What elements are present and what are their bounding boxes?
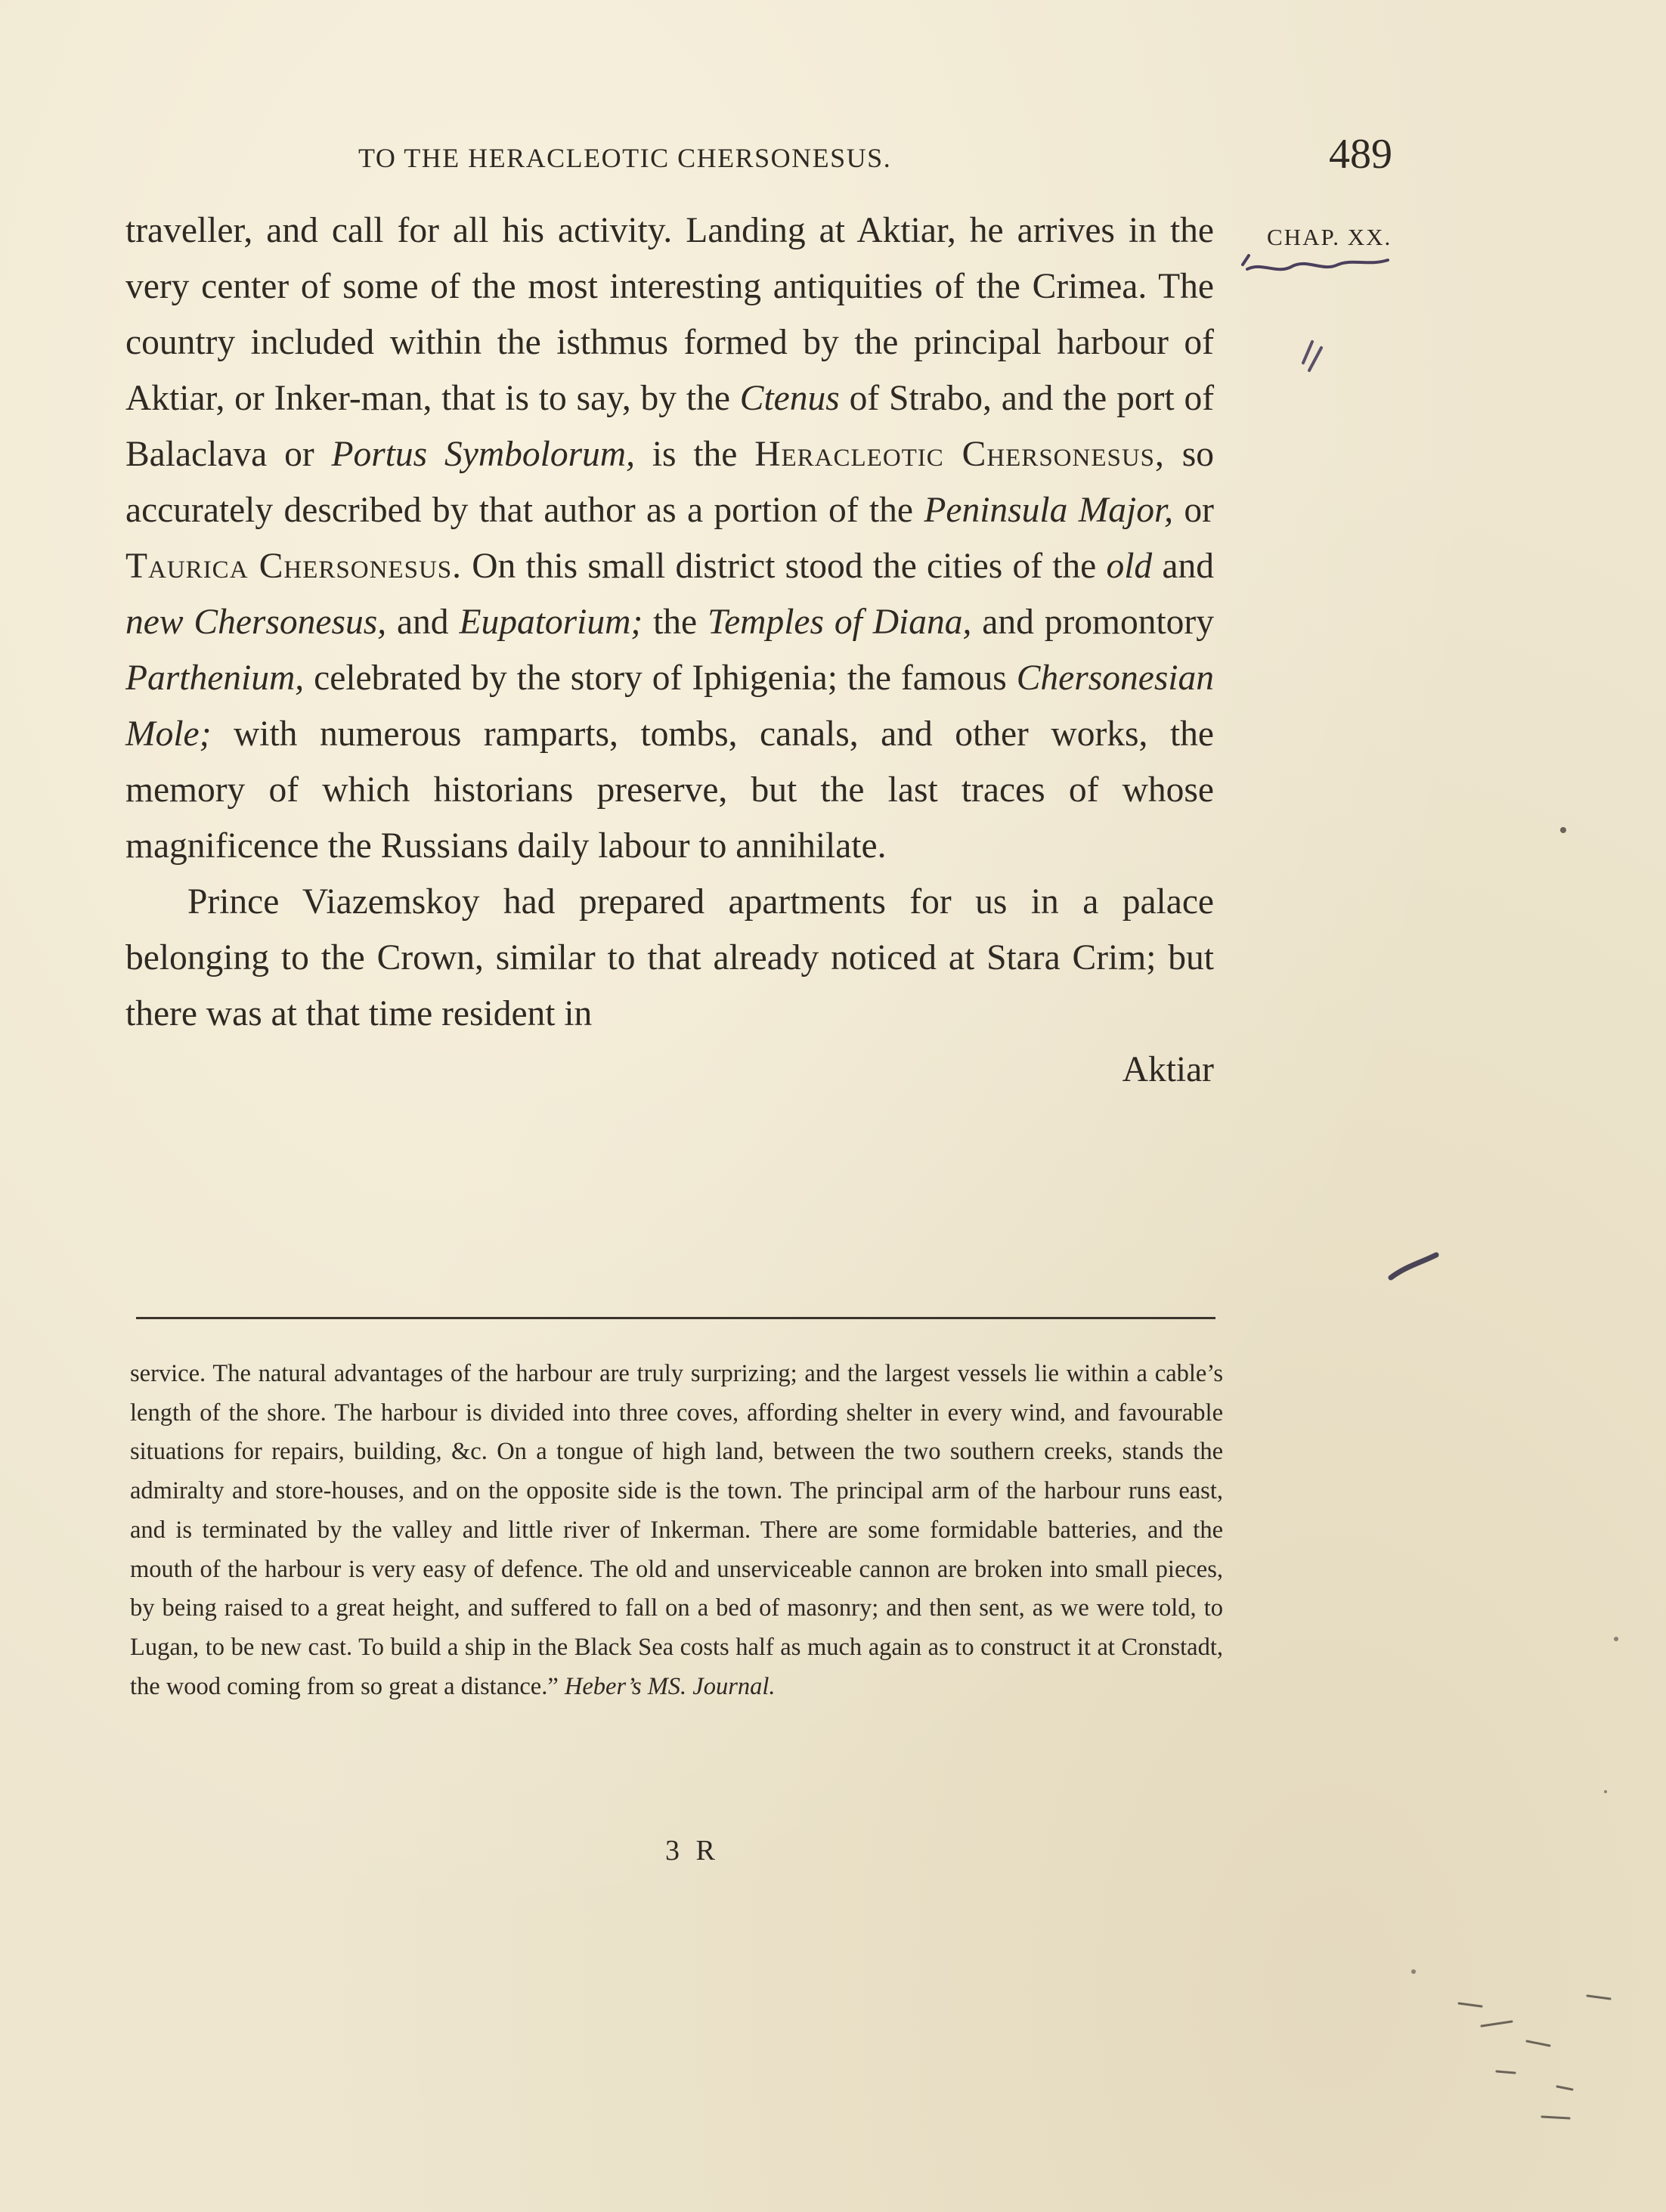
small-caps-text: Heracleotic Chersonesus, xyxy=(754,435,1165,474)
italic-text: Temples of Diana, xyxy=(708,603,972,642)
paragraph-2: Prince Viazemskoy had prepared apartments for us in a palace belonging to the Crown, similar to that already noticed at Stara Crim; but there was at that time resident in xyxy=(125,882,1214,1033)
main-text xyxy=(125,203,1214,1098)
italic-text: Parthenium, xyxy=(125,658,305,698)
small-caps-text: Taurica Chersonesus. xyxy=(125,547,463,586)
text-run: and xyxy=(386,603,460,642)
text-run: is the xyxy=(634,435,755,474)
page-number: 489 xyxy=(1329,131,1392,178)
italic-text: old xyxy=(1106,547,1153,586)
catchword: Aktiar xyxy=(1122,1050,1214,1089)
text-run: so accurately described by that author as a portion of the xyxy=(125,435,1214,530)
italic-text: new Chersonesus, xyxy=(125,603,387,642)
text-run: service. The natural advantages of the harbour are truly surprizing; and the largest vessels lie within a cable’s length of the shore. The harbour is divided into three coves, affording shelter in every wind, and favourable situations for repairs, building, &c. On a tongue of high land, between the two southern creeks, stands the admiralty and store-houses, and on the opposite side is the town. The principal arm of the harbour runs east, and is terminated by the valley and little river of Inkerman. There are some formidable batteries, and the mouth of the harbour is very easy of defence. The old and unserviceable cannon are broken into small pieces, by being raised to a great height, and suffered to fall on a bed of masonry; and then sent, as we were told, to Lugan, to be new cast. To build a ship in the Black Sea costs half as much again as to construct it at Cronstadt, the wood coming from so great a distance.” xyxy=(130,1360,1223,1700)
text-run: and xyxy=(1152,547,1214,586)
paragraph-1 xyxy=(125,203,1214,874)
italic-text: Heber’s MS. Journal. xyxy=(564,1672,776,1700)
text-run: of Strabo, and the port of Balaclava or xyxy=(125,379,1215,474)
italic-text: Portus Symbolorum, xyxy=(331,435,635,474)
footnote xyxy=(130,1355,1223,1706)
chapter-margin-note: CHAP. XX. xyxy=(1267,224,1392,250)
text-run: and promontory xyxy=(971,603,1214,642)
text-run: traveller, and call for all his activity. Landing at Aktiar, he arrives in the very center of some of the most interesting antiquities of the Crimea. The country included within the isthmus formed by the principal harbour of Aktiar, or Inker-man, that is to say, by the xyxy=(125,211,1214,418)
text-run: the xyxy=(643,603,708,642)
footnote-rule xyxy=(136,1317,1215,1319)
text-run: On this small district stood the cities of the xyxy=(462,547,1107,586)
italic-text: Ctenus xyxy=(739,379,840,418)
signature-mark: 3 R xyxy=(665,1835,720,1867)
text-run: or xyxy=(1173,491,1214,530)
text-run: with numerous ramparts, tombs, canals, and other works, the memory of which historians preserve, but the last traces of whose magnificence the Russians daily labour to annihilate. xyxy=(125,714,1214,866)
running-head: TO THE HERACLEOTIC CHERSONESUS. xyxy=(358,143,892,173)
italic-text: Eupatorium; xyxy=(459,603,643,642)
italic-text: Chersonesian Mole; xyxy=(125,658,1214,754)
handwritten-mark-icon xyxy=(1240,249,1406,386)
italic-text: Peninsula Major, xyxy=(924,491,1174,530)
text-run: celebrated by the story of Iphigenia; the famous xyxy=(304,658,1017,698)
